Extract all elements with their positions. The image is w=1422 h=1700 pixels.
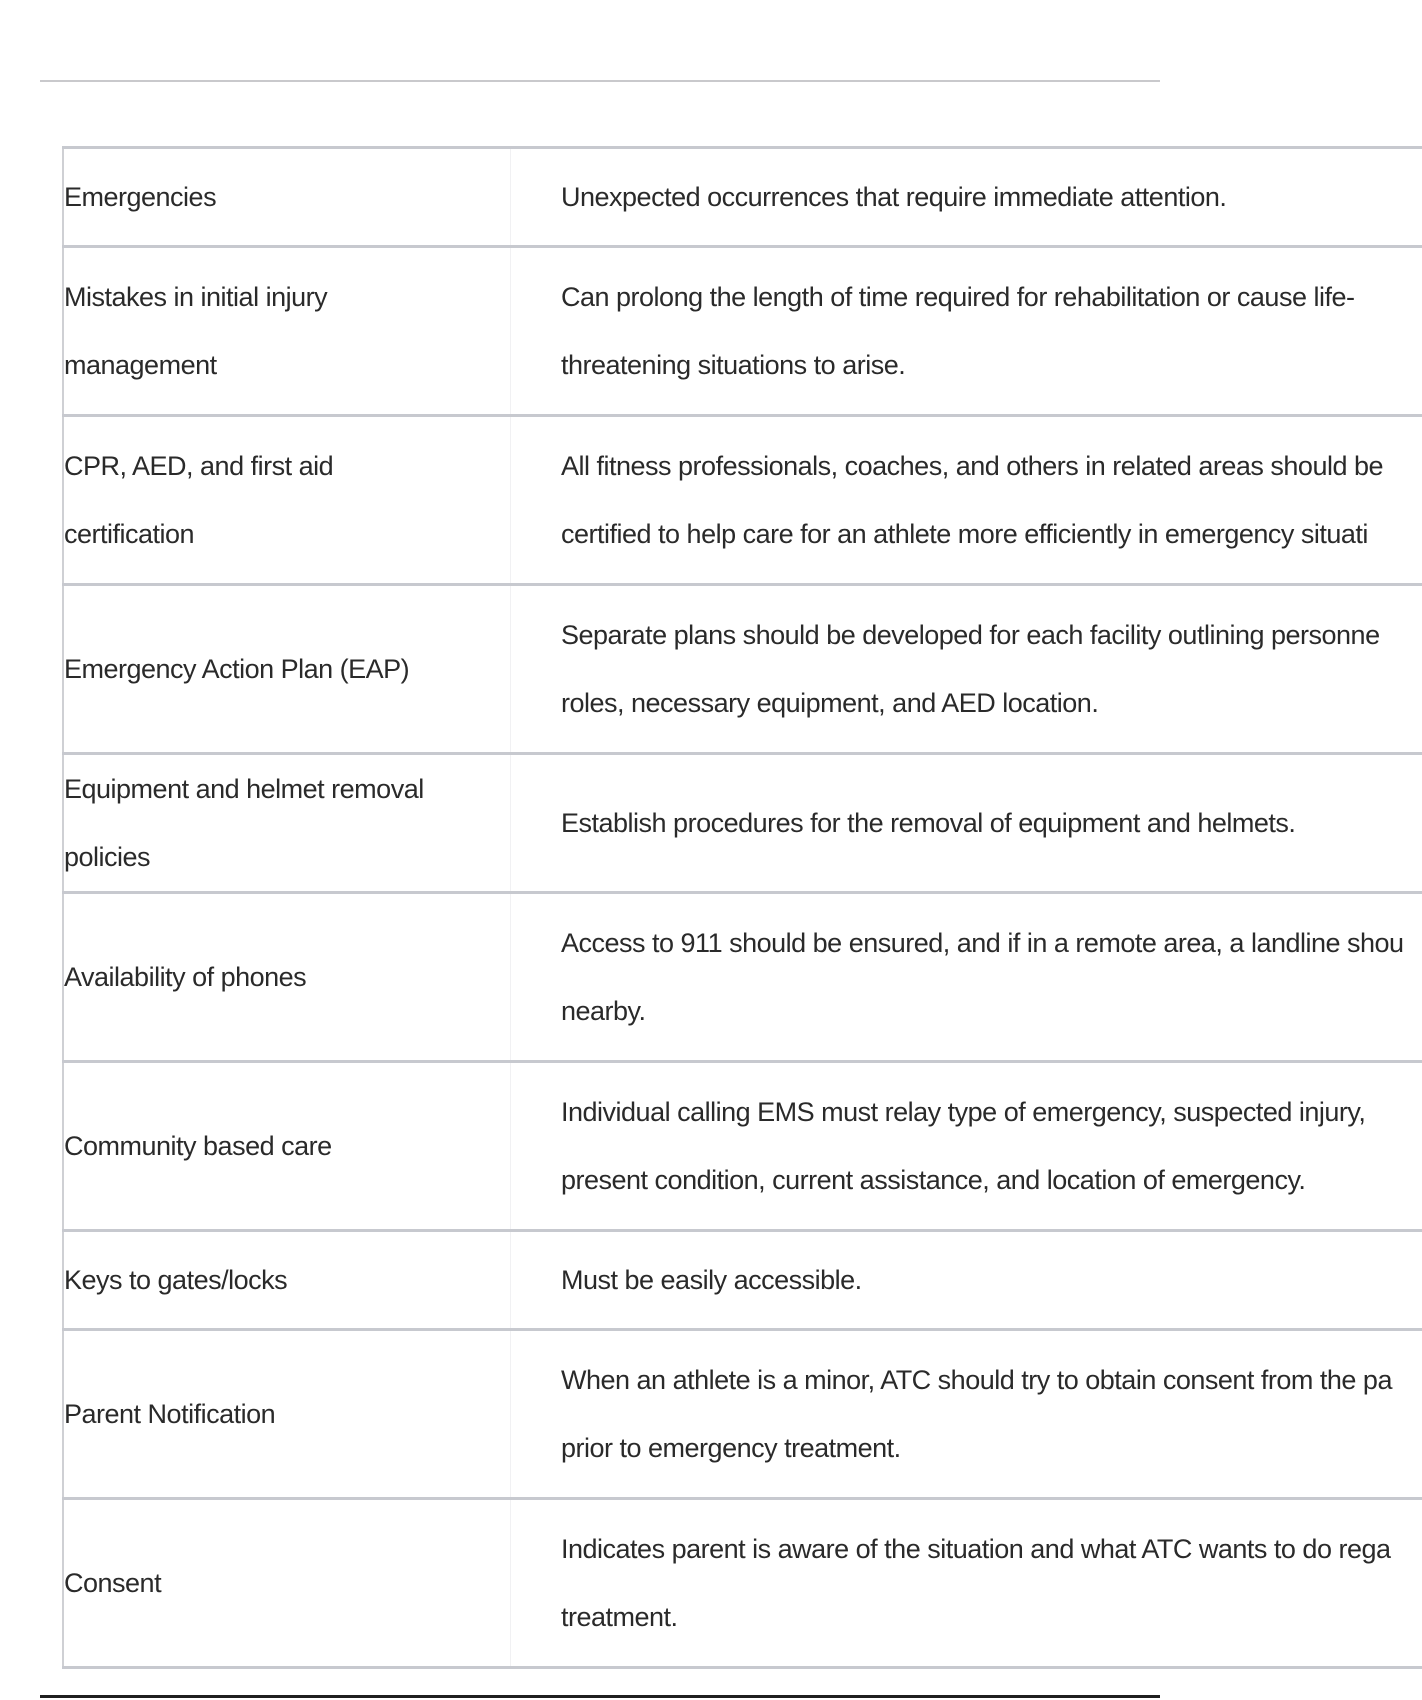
term-cell: Emergencies xyxy=(63,148,511,247)
definition-cell: Separate plans should be developed for each facility outlining personne roles, necessary equipment, and AED location. xyxy=(561,620,1380,718)
term-cell: Community based care xyxy=(63,1062,511,1231)
bottom-divider xyxy=(40,1695,1160,1698)
term-cell: Equipment and helmet removal policies xyxy=(63,754,511,893)
table-row xyxy=(63,1499,1422,1668)
definition-cell: Indicates parent is aware of the situation and what ATC wants to do rega treatment. xyxy=(561,1534,1391,1632)
definition-cell: Individual calling EMS must relay type of emergency, suspected injury, present condition, current assistance, and location of emergency. xyxy=(561,1097,1366,1195)
table-row xyxy=(63,416,1422,585)
table-row xyxy=(63,893,1422,1062)
term-cell: Consent xyxy=(63,1499,511,1668)
term-cell: Emergency Action Plan (EAP) xyxy=(63,585,511,754)
table-row xyxy=(63,754,1422,893)
table-row xyxy=(63,247,1422,416)
table-row xyxy=(63,1231,1422,1330)
term-cell: CPR, AED, and first aid certification xyxy=(63,416,511,585)
definition-cell: When an athlete is a minor, ATC should try to obtain consent from the pa prior to emergency treatment. xyxy=(561,1365,1392,1463)
term-cell: Keys to gates/locks xyxy=(63,1231,511,1330)
term-cell: Availability of phones xyxy=(63,893,511,1062)
definition-cell: Access to 911 should be ensured, and if in a remote area, a landline shou nearby. xyxy=(561,928,1404,1026)
definition-cell: Must be easily accessible. xyxy=(561,1265,862,1295)
table-row xyxy=(63,1330,1422,1499)
table-row xyxy=(63,585,1422,754)
table-viewport xyxy=(62,146,1404,1636)
table-row xyxy=(63,148,1422,247)
definition-cell: Unexpected occurrences that require immediate attention. xyxy=(561,182,1227,212)
term-cell: Parent Notification xyxy=(63,1330,511,1499)
definition-cell: All fitness professionals, coaches, and others in related areas should be certified to help care for an athlete more efficiently in emergency situati xyxy=(561,451,1384,549)
term-cell: Mistakes in initial injury management xyxy=(63,247,511,416)
definition-cell: Can prolong the length of time required for rehabilitation or cause life-threatening situations to arise. xyxy=(561,282,1355,380)
terms-table xyxy=(62,146,1422,1669)
definition-cell: Establish procedures for the removal of equipment and helmets. xyxy=(561,808,1296,838)
table-row xyxy=(63,1062,1422,1231)
top-divider xyxy=(40,80,1160,82)
